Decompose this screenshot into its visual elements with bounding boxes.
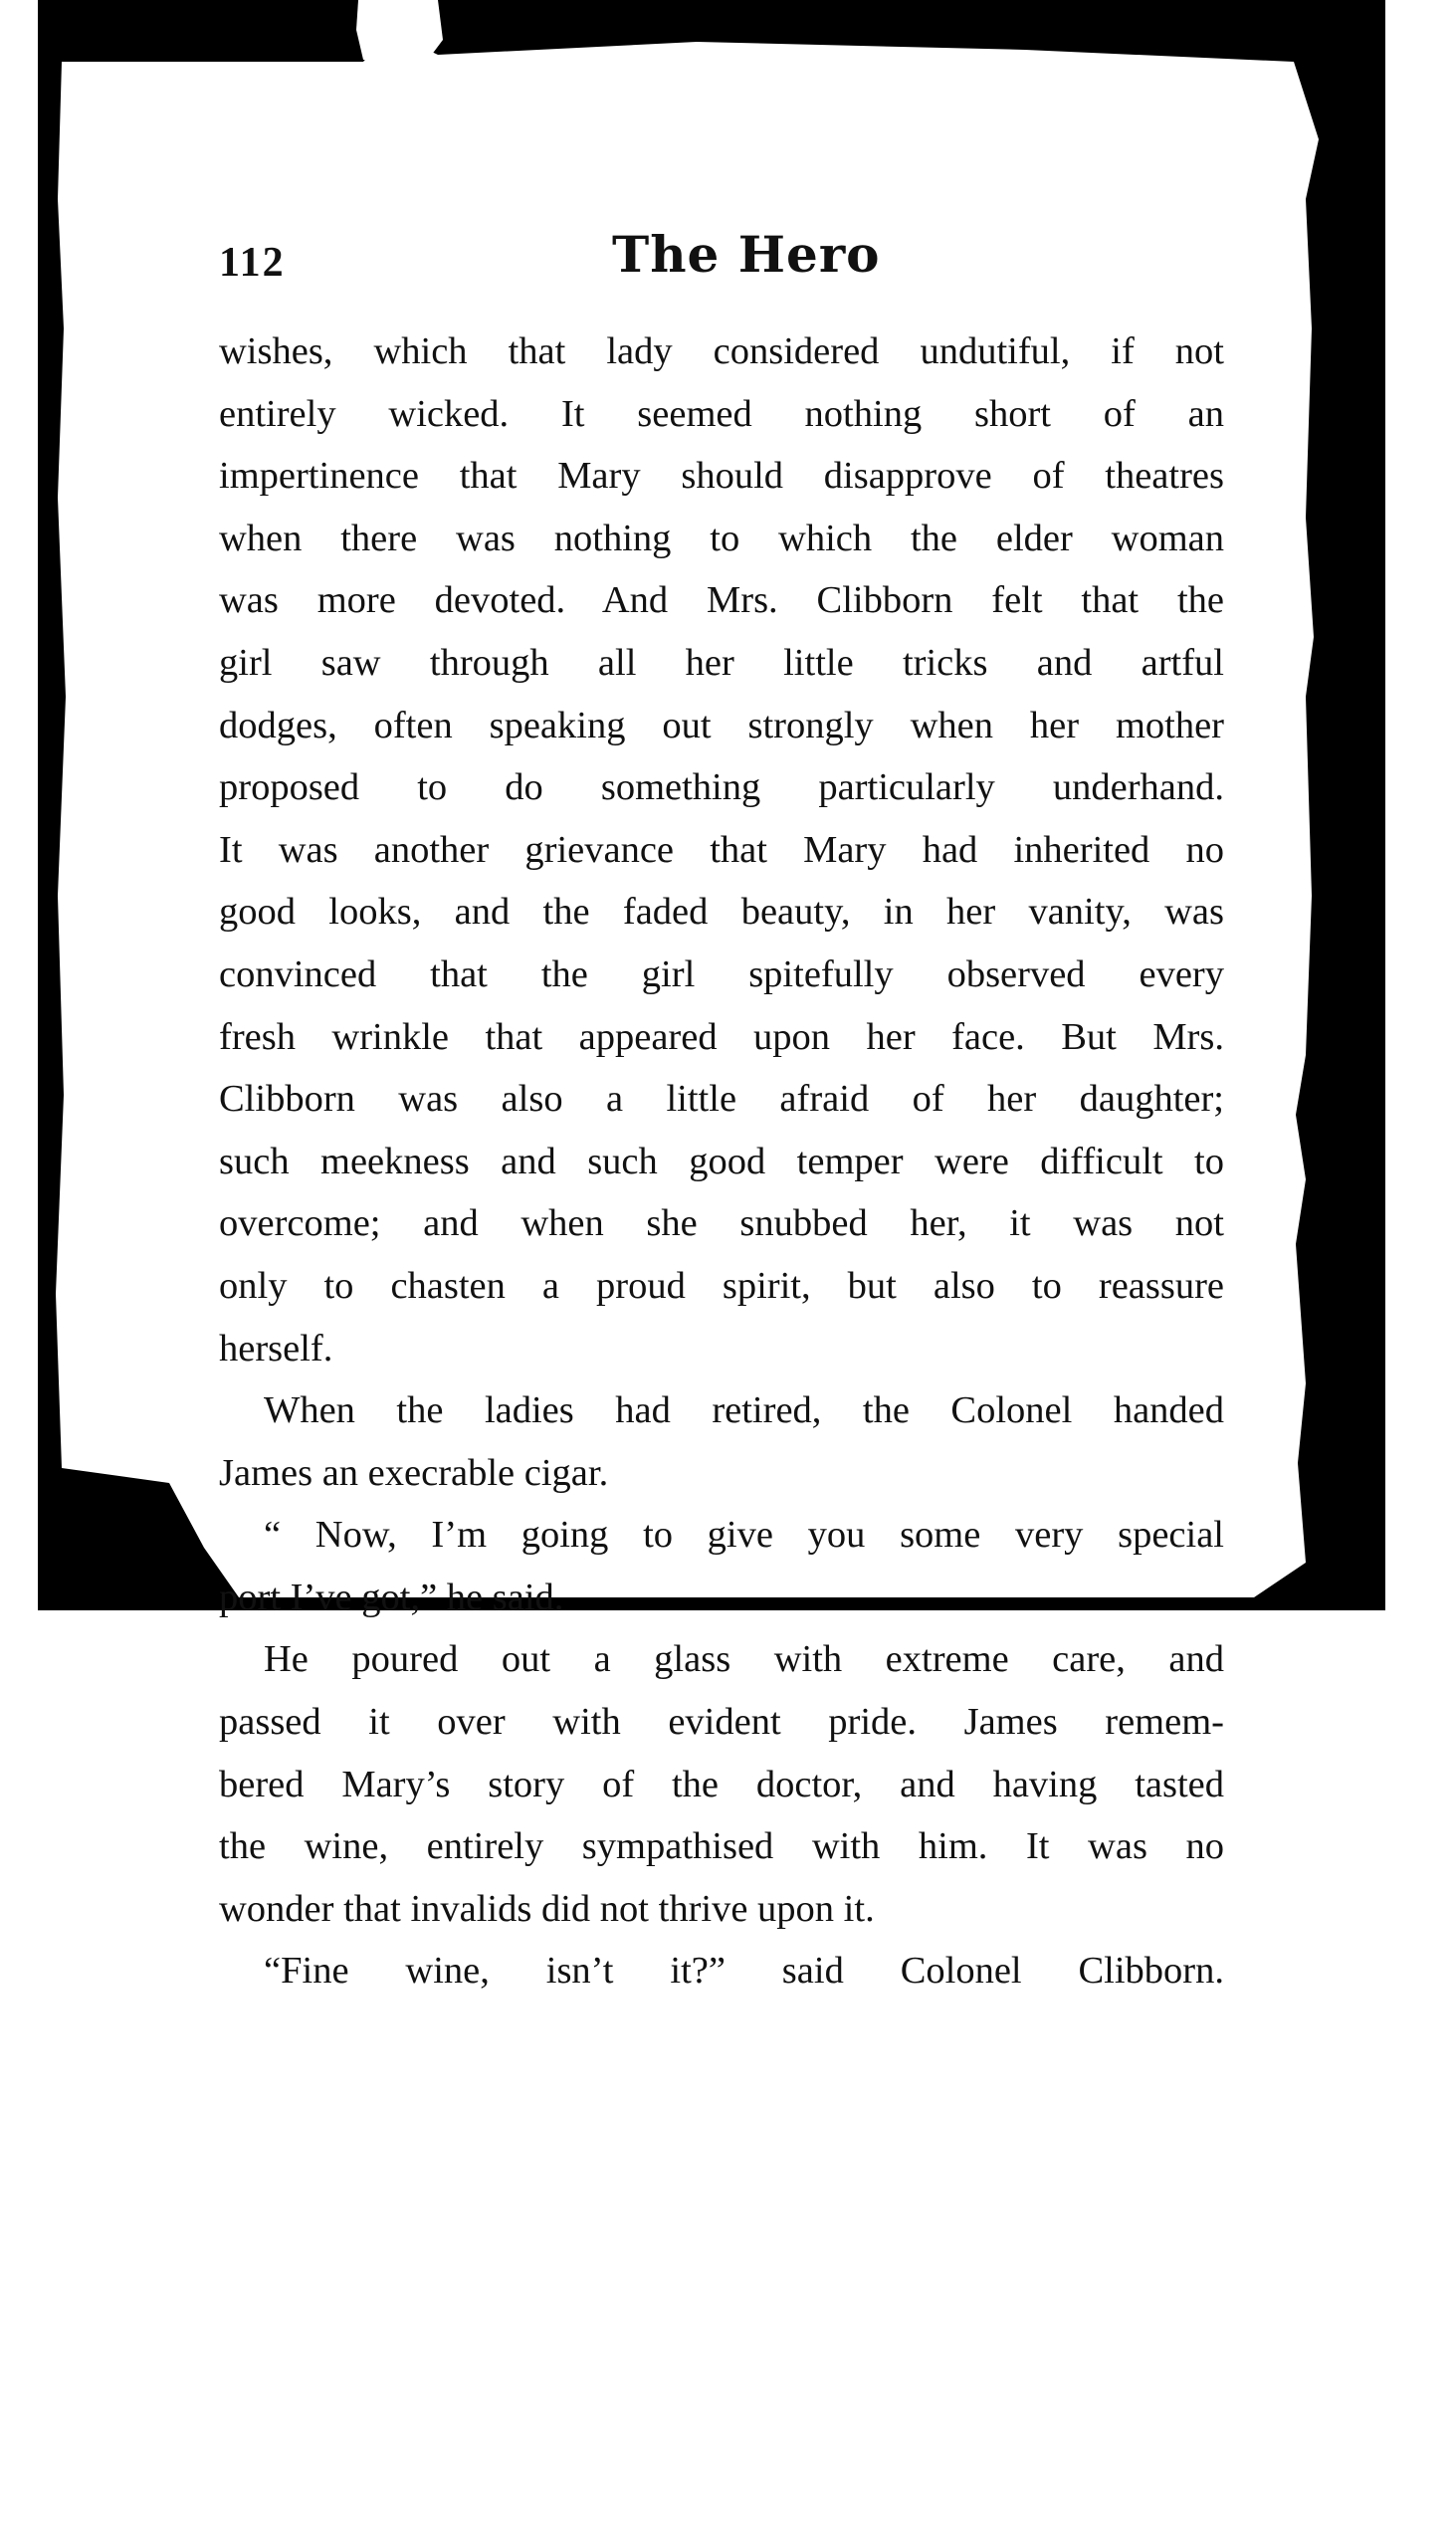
text-line: good looks, and the faded beauty, in her vanity, was xyxy=(219,891,1224,934)
text-line: bered Mary’s story of the doctor, and having tasted xyxy=(219,1763,1224,1805)
text-line: girl saw through all her little tricks and artful xyxy=(219,641,1224,684)
text-line: the wine, entirely sympathised with him. It was no xyxy=(219,1825,1224,1868)
paragraph xyxy=(219,1379,1224,1504)
paragraph xyxy=(219,1940,1224,2003)
text-line: entirely wicked. It seemed nothing short of an xyxy=(219,392,1224,435)
text-line: “Fine wine, isn’t it?” said Colonel Clibborn. xyxy=(264,1950,1224,1993)
text-line: wishes, which that lady considered undutiful, if not xyxy=(219,330,1224,372)
text-line: He poured out a glass with extreme care, and xyxy=(264,1638,1224,1681)
text-line: when there was nothing to which the elder woman xyxy=(219,517,1224,559)
paragraph xyxy=(219,1504,1224,1628)
text-line: dodges, often speaking out strongly when her mother xyxy=(219,704,1224,746)
text-line: port I’ve got,” he said. xyxy=(219,1576,564,1618)
text-line: When the ladies had retired, the Colonel handed xyxy=(264,1389,1224,1432)
paragraph xyxy=(219,320,1224,1379)
text-line: passed it over with evident pride. James remem- xyxy=(219,1701,1224,1744)
page-header xyxy=(219,221,1224,291)
text-line: fresh wrinkle that appeared upon her face. But Mrs. xyxy=(219,1015,1224,1058)
text-line: It was another grievance that Mary had inherited no xyxy=(219,828,1224,871)
text-line: impertinence that Mary should disapprove of theatres xyxy=(219,455,1224,498)
text-line: proposed to do something particularly underhand. xyxy=(219,766,1224,809)
text-line: wonder that invalids did not thrive upon it. xyxy=(219,1887,875,1930)
text-line: overcome; and when she snubbed her, it was not xyxy=(219,1202,1224,1245)
text-line: James an execrable cigar. xyxy=(219,1451,609,1494)
text-line: was more devoted. And Mrs. Clibborn felt that the xyxy=(219,579,1224,622)
page-number: 112 xyxy=(219,240,286,286)
text-line: such meekness and such good temper were difficult to xyxy=(219,1140,1224,1182)
text-line: convinced that the girl spitefully observed every xyxy=(219,952,1224,995)
body-text xyxy=(219,320,1224,2003)
running-head: The Hero xyxy=(612,225,881,284)
text-line: “ Now, I’m going to give you some very special xyxy=(264,1514,1224,1557)
text-line: herself. xyxy=(219,1327,333,1370)
text-line: Clibborn was also a little afraid of her daughter; xyxy=(219,1078,1224,1121)
paragraph xyxy=(219,1628,1224,1940)
text-line: only to chasten a proud spirit, but also to reassure xyxy=(219,1264,1224,1307)
